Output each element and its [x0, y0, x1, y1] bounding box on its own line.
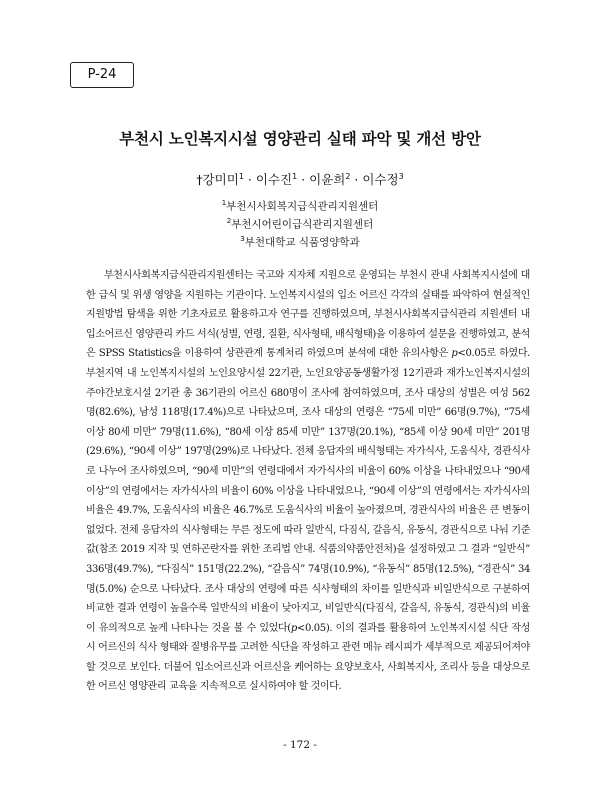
affiliation-mark: 2: [226, 217, 232, 225]
author-separator: ·: [297, 172, 310, 187]
p-value-symbol: p: [290, 622, 297, 634]
abstract-segment: <0.05). 이의 결과를 활용하여 노인복지시설 식단 작성 시 어르신의 식사 형태와 질병유무를 고려한 식단을 작성하고 관련 메뉴 레시피가 세부적으로 제공되어져야 할 것으로 보인다. 더불어 입소어르신과 어르신을 케어하는 요양보호사, 사회복지사, 조리사 등을 대상으로 한 어르신 영양관리 교육을 지속적으로 실시하여야 할 것이다.: [86, 622, 531, 693]
abstract-segment: <0.05로 하였다. 부천지역 내 노인복지시설의 노인요양시설 22기관, 노인요양공동생활가정 12기관과 재가노인복지시설의 주야간보호시설 2기관 총 36기관의 어르신 680명이 조사에 참여하였으며, 조사 대상의 성별은 여성 562명(82.6%), 남성 118명(17.4%)으로 나타났으며, 조사 대상의 연령은 “75세 미만” 66명(9.7%), “75세 이상 80세 미만” 79명(11.6%), “80세 이상 85세 미만” 137명(20.1%), “85세 이상 90세 미만” 201명(29.6%), “90세 이상” 197명(29%)로 나타났다. 전체 응답자의 배식형태는 자가식사, 도움식사, 경관식사로 나누어 조사하였으며, “90세 미만”의 연령대에서 자가식사의 비율이 60% 이상을 나타내었으나 “90세 이상”의 연령에서는 자가식사의 비율이 60% 이상을 나타내었으나, “90세 이상”의 연령에서는 자가식사의 비율은 49.7%, 도움식사의 비율은 46.7%로 도움식사의 비율이 높아졌으며, 경관식사의 비율은 큰 변동이 없었다. 전체 응답자의 식사형태는 무른 정도에 따라 일반식, 다짐식, 갈음식, 유동식, 경관식으로 나눠 기준값(참조 2019 지작 및 연하곤란자를 위한 조리법 안내. 식품의약품안전처)을 설정하였고 그 결과 “일반식” 336명(49.7%), “다짐식” 151명(22.2%), “갈음식” 74명(10.9%), “유동식” 85명(12.5%), “경관식” 34명(5.0%) 순으로 나타났다. 조사 대상의 연령에 따른 식사형태의 차이를 일반식과 비일반식으로 구분하여 비교한 결과 연령이 높을수록 일반식의 비율이 낮아지고, 비일반식(다짐식, 갈음식, 유동식, 경관식)의 비율이 유의적으로 높게 나타나는 것을 볼 수 있었다(: [86, 348, 530, 634]
affiliation-list: [0, 196, 600, 250]
abstract-body: [86, 266, 530, 697]
affiliation-line: [0, 214, 600, 232]
paper-title: 부천시 노인복지시설 영양관리 실태 파악 및 개선 방안: [119, 130, 481, 148]
p-value-symbol: p: [451, 348, 458, 360]
author-name: 이수진: [255, 172, 293, 187]
author-affil-mark: 1: [292, 171, 298, 181]
abstract-paragraph: [86, 266, 530, 697]
author-affil-mark: 1: [238, 171, 244, 181]
author-name: 강미미: [202, 172, 239, 187]
author-separator: ·: [350, 172, 363, 187]
affiliation-line: [0, 232, 600, 250]
author-name: 이수정: [362, 172, 399, 187]
affiliation-mark: 1: [221, 199, 227, 207]
author-affil-mark: 2: [345, 171, 351, 181]
author-list: [0, 170, 600, 188]
affiliation-text: 부천시어린이급식관리지원센터: [231, 218, 374, 231]
abstract-segment: 부천시사회복지급식관리지원센터는 국고와 지자체 지원으로 운영되는 부천시 관내 사회복지시설에 대한 급식 및 위생 영양을 지원하는 기관이다. 노인복지시설의 입소 어르신 각각의 실태를 파악하여 현실적인 지원방법 탐색을 위한 기초자료로 활용하고자 연구를 진행하였으며, 부천시사회복지급식관리 지원센터 내 입소어르신 영양관리 카드 서식(성별, 연령, 질환, 식사형태, 배식형태)을 이용하여 설문을 진행하였고, 분석은 SPSS Statistics을 이용하여 상관관계 통계처리 하였으며 분석에 대한 유의사항은: [86, 270, 530, 360]
affiliation-line: [0, 196, 600, 214]
author-name: 이윤희: [309, 172, 346, 187]
affiliation-text: 부천시사회복지급식관리지원센터: [226, 200, 379, 213]
author-separator: ·: [243, 172, 256, 187]
affiliation-text: 부천대학교 식품영양학과: [244, 236, 360, 249]
author-prefix: †: [196, 172, 203, 187]
page-number: - 172 -: [283, 739, 317, 751]
page-code-box: P-24: [70, 62, 134, 88]
author-affil-mark: 3: [398, 171, 404, 181]
affiliation-mark: 3: [240, 235, 245, 243]
